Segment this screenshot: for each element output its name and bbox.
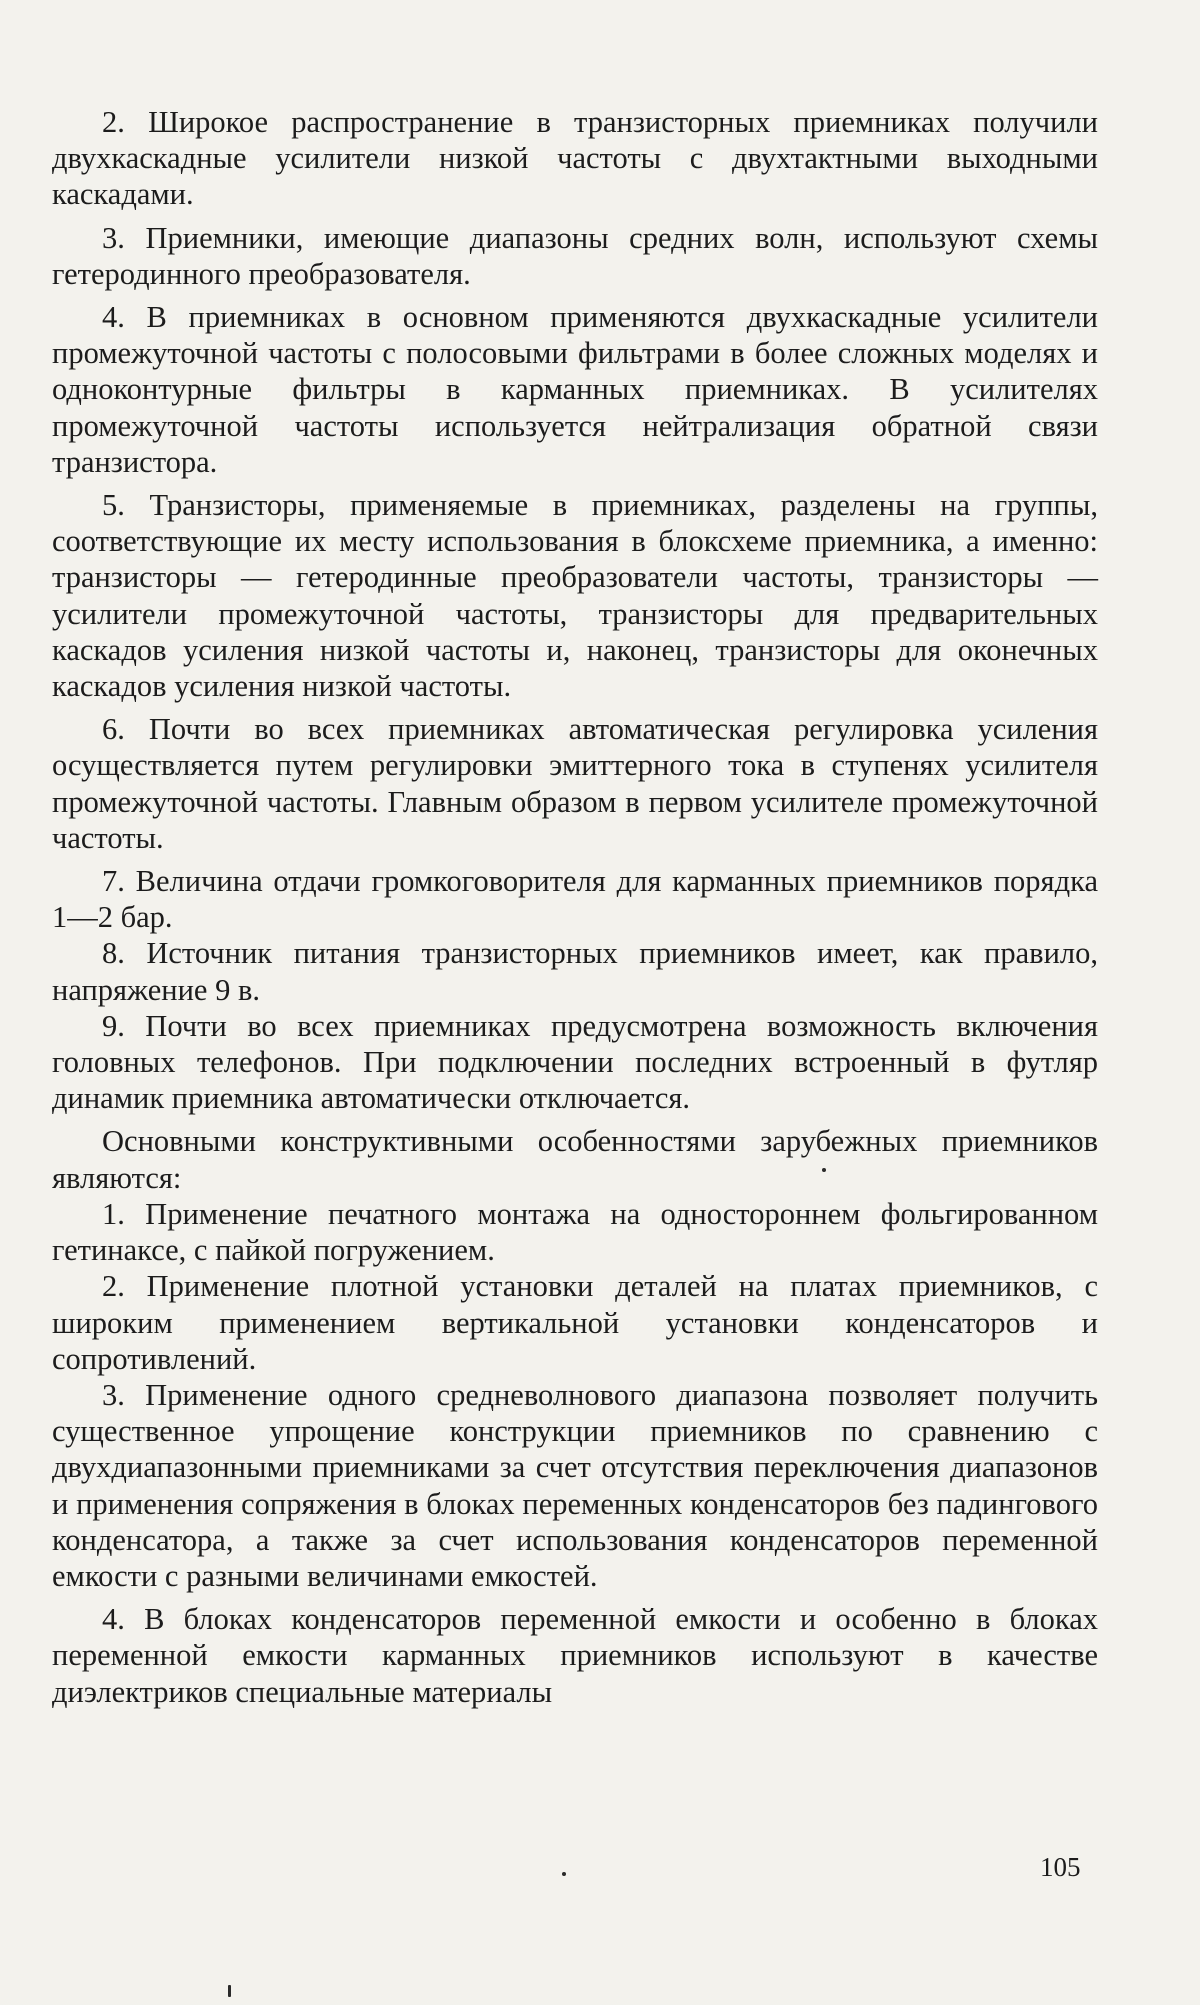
paragraph-item-5: 5. Транзисторы, применяемые в приемниках, разделены на группы, соответствующие их месту использования в блоксхеме приемника, а именно: транзисторы — гетеродинные преобразователи частоты, транзисторы — усилители промежуточной частоты, транзисторы для предварительных каскадов усиления низкой частоты и, наконец, транзисторы для оконечных каскадов усиления низкой частоты. — [52, 488, 1098, 704]
feature-item-3: 3. Применение одного средневолнового диапазона позволяет получить существенное упрощение конструкции приемников по сравнению с двухдиапазонными приемниками за счет отсутствия переключения диапазонов и применения сопряжения в блоках переменных конденсаторов без падингового конденсатора, а также за счет использования конденсаторов переменной емкости с разными величинами емкостей. — [52, 1377, 1098, 1593]
paragraph-item-9: 9. Почти во всех приемниках предусмотрена возможность включения головных телефонов. При подключении последних встроенный в футляр динамик приемника автоматически отключается. — [52, 1008, 1098, 1116]
print-speck — [562, 1872, 566, 1876]
paragraph-item-7: 7. Величина отдачи громкоговорителя для карманных приемников порядка 1—2 бар. — [52, 864, 1098, 935]
feature-item-1: 1. Применение печатного монтажа на одностороннем фольгированном гетинаксе, с пайкой погружением. — [52, 1196, 1098, 1268]
paragraph-item-4: 4. В приемниках в основном применяются двухкаскадные усилители промежуточной частоты с полосовыми фильтрами в более сложных моделях и одноконтурные фильтры в карманных приемниках. В усилителях промежуточной частоты используется нейтрализация обратной связи транзистора. — [52, 300, 1098, 479]
print-speck — [228, 1985, 231, 1997]
paragraph-item-2: 2. Широкое распространение в транзисторных приемниках получили двухкаскадные усилители низкой частоты с двухтактными выходными каскадами. — [52, 105, 1098, 212]
print-speck — [822, 1168, 826, 1172]
paragraph-item-3: 3. Приемники, имеющие диапазоны средних волн, используют схемы гетеродинного преобразователя. — [52, 220, 1098, 291]
paragraph-item-6: 6. Почти во всех приемниках автоматическая регулировка усиления осуществляется путем регулировки эмиттерного тока в ступенях усилителя промежуточной частоты. Главным образом в первом усилителе промежуточной частоты. — [52, 712, 1098, 855]
page-number: 105 — [1040, 1852, 1081, 1882]
feature-item-4: 4. В блоках конденсаторов переменной емкости и особенно в блоках переменной емкости карманных приемников используют в качестве диэлектриков специальные материалы — [52, 1602, 1098, 1709]
paragraph-intro-features: Основными конструктивными особенностями зарубежных приемников являются: — [52, 1124, 1098, 1195]
feature-item-2: 2. Применение плотной установки деталей на платах приемников, с широким применением вертикальной установки конденсаторов и сопротивлений. — [52, 1269, 1098, 1376]
paragraph-item-8: 8. Источник питания транзисторных приемников имеет, как правило, напряжение 9 в. — [52, 936, 1098, 1007]
body-text — [52, 104, 1098, 1710]
